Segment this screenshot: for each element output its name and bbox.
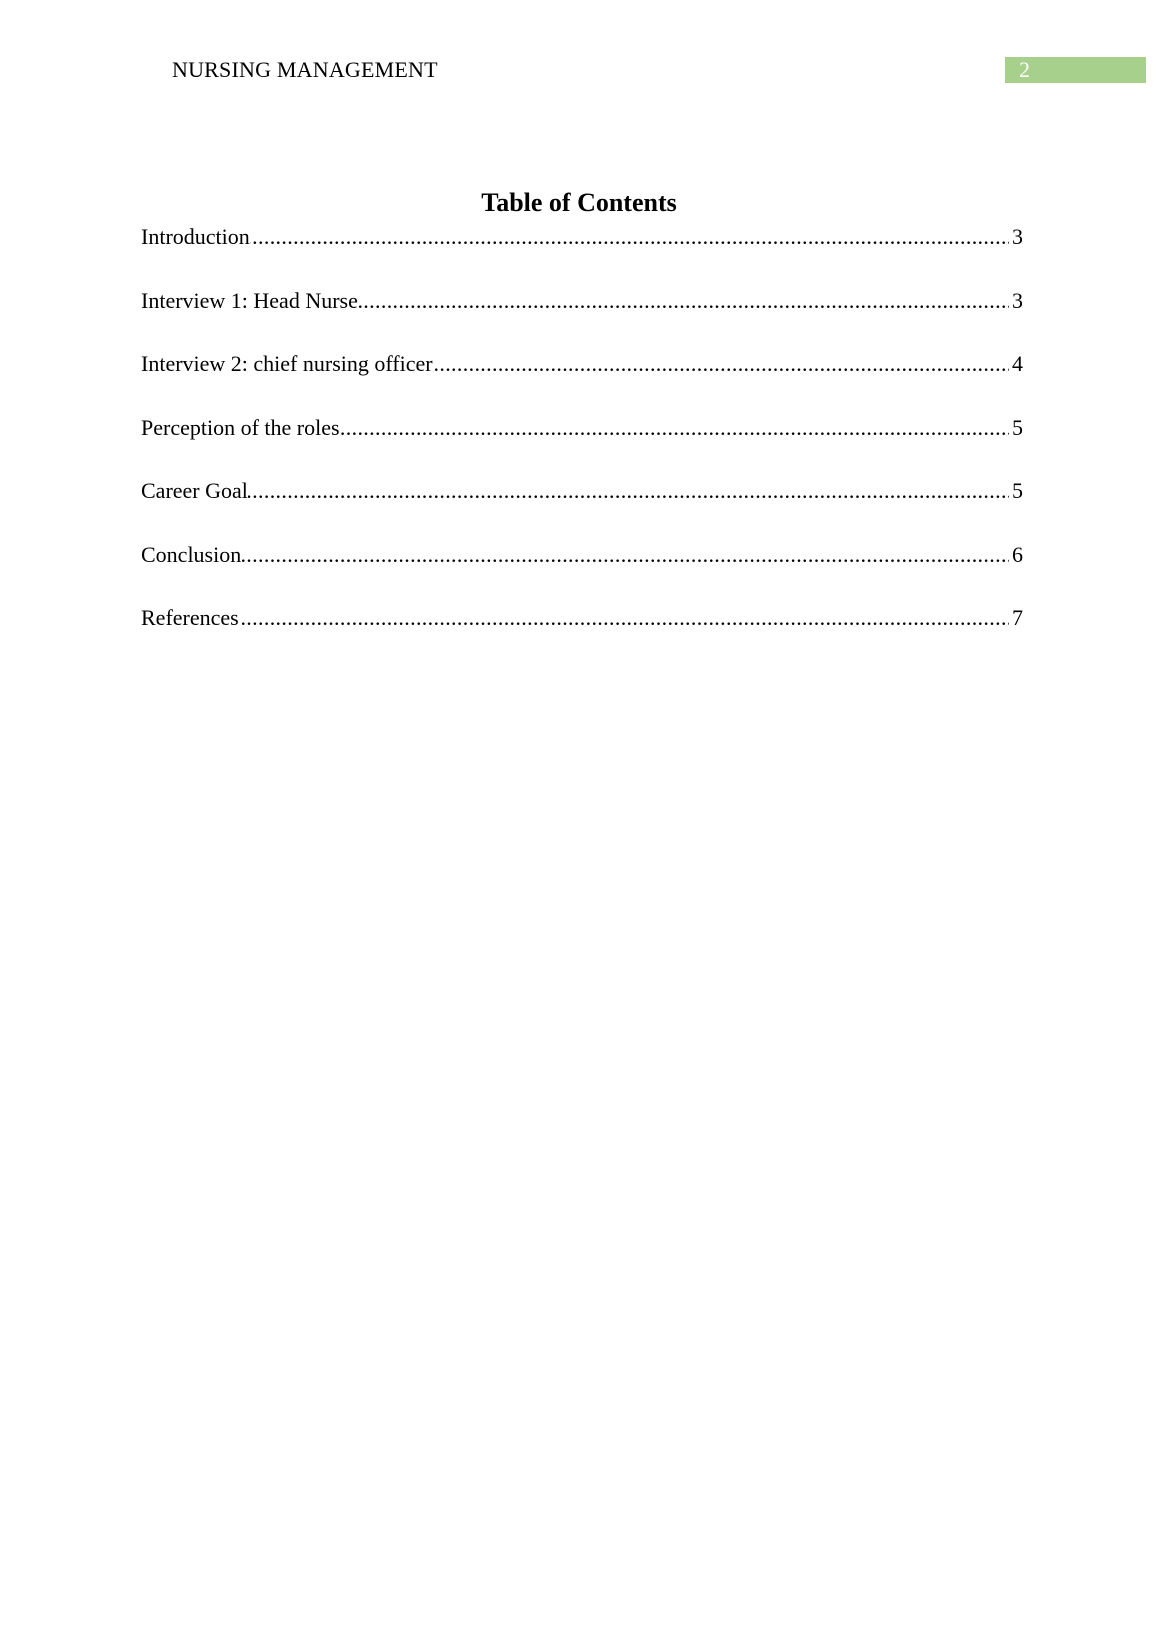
toc-entry-title: Interview 1: Head Nurse: [141, 287, 358, 313]
dot-leader: [141, 222, 1009, 252]
toc-heading: Table of Contents: [481, 188, 677, 217]
toc-entry-interview-2[interactable]: [141, 349, 1023, 379]
toc-entry-references[interactable]: [141, 603, 1023, 633]
toc-entry-page: 6: [1012, 540, 1023, 570]
toc-entry-title: Interview 2: chief nursing officer: [141, 351, 433, 376]
dot-leader: [141, 476, 1009, 506]
toc-entry-title: Introduction: [141, 224, 250, 249]
toc-entry-title: Conclusion: [141, 541, 242, 567]
toc-entry-conclusion[interactable]: [141, 540, 1023, 570]
toc-entry-page: 5: [1012, 476, 1023, 506]
toc-entry-title: Perception of the roles: [141, 414, 340, 440]
page-number: 2: [1005, 57, 1146, 83]
dot-leader: [141, 540, 1009, 570]
toc-entry-perception[interactable]: [141, 413, 1023, 443]
toc-entry-career-goal[interactable]: [141, 476, 1023, 506]
toc-entry-page: 4: [1012, 349, 1023, 379]
toc-entry-page: 3: [1012, 286, 1023, 316]
toc-entry-introduction[interactable]: [141, 222, 1023, 252]
toc-entry-title: Career Goal: [141, 478, 248, 503]
toc-entry-page: 5: [1012, 413, 1023, 443]
dot-leader: [141, 603, 1009, 633]
table-of-contents: [141, 222, 1023, 667]
toc-entry-page: 7: [1012, 603, 1023, 633]
toc-entry-title: References: [141, 605, 239, 630]
toc-entry-interview-1[interactable]: [141, 286, 1023, 316]
toc-entry-page: 3: [1012, 222, 1023, 252]
running-title: NURSING MANAGEMENT: [172, 57, 438, 82]
